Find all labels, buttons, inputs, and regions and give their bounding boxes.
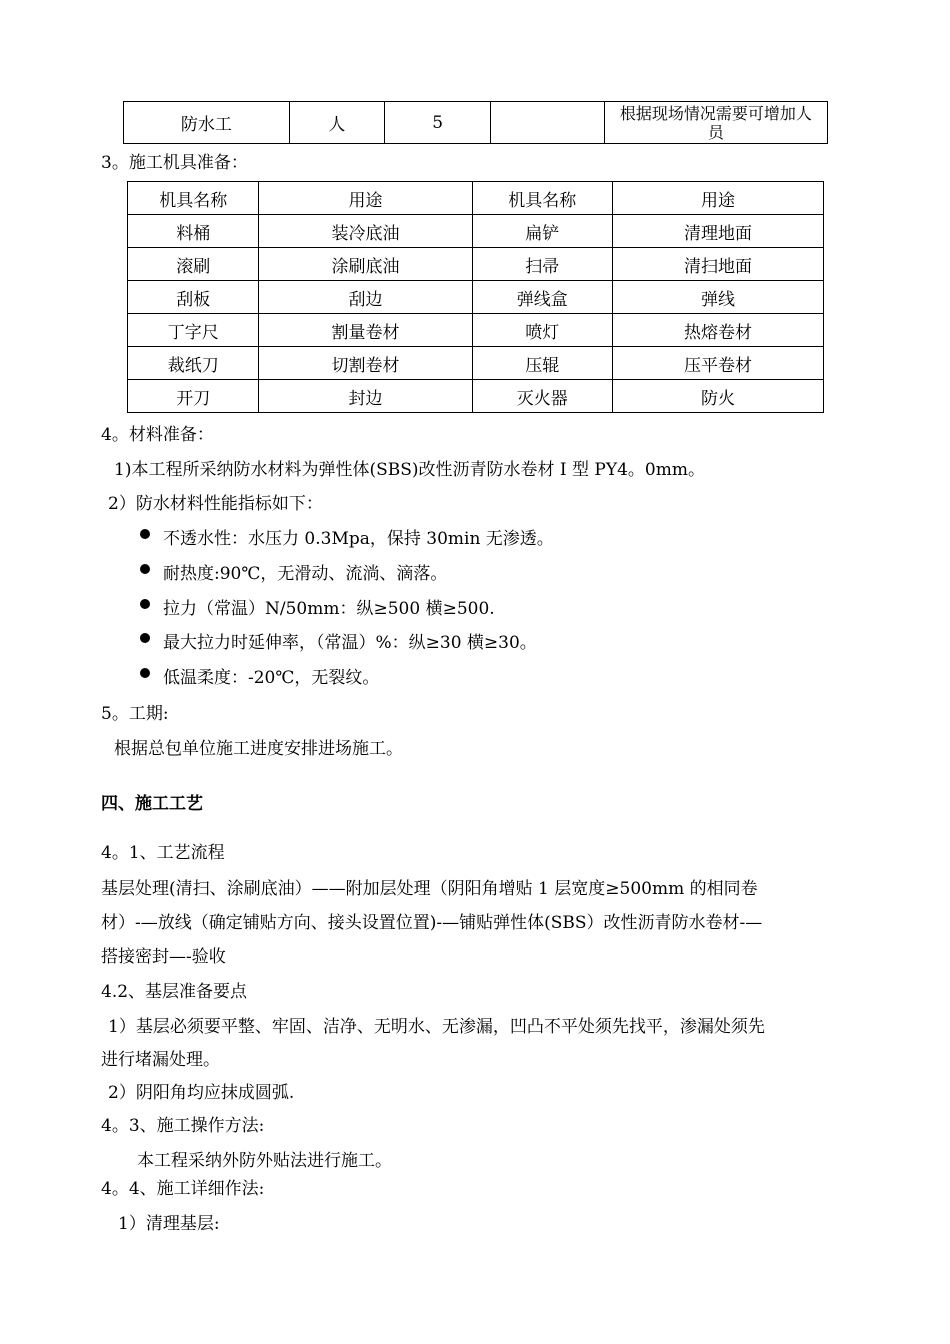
bullet-item: 不透水性：水压力 0.3Mpa，保持 30min 无渗透。 [163, 529, 554, 549]
bullet-icon [140, 564, 150, 574]
table-row [128, 380, 824, 413]
staff-table [123, 101, 828, 144]
table-header-row [128, 182, 824, 215]
table-cell: 清扫地面 [612, 248, 823, 281]
table-cell: 人 [289, 102, 384, 144]
table-cell: 防火 [612, 380, 823, 413]
bullet-icon [140, 529, 150, 539]
section-5-title: 5。工期: [101, 704, 169, 724]
bullet-icon [140, 633, 150, 643]
table-cell [491, 102, 604, 144]
table-cell: 滚刷 [128, 248, 259, 281]
requirement-line: 1）基层必须要平整、牢固、洁净、无明水、无渗漏，凹凸不平处须先找平，渗漏处须先 [108, 1017, 765, 1037]
material-indicators-intro: 2）防水材料性能指标如下： [108, 494, 323, 514]
requirement-line: 进行堵漏处理。 [101, 1050, 220, 1070]
table-cell: 扁铲 [472, 215, 612, 248]
subsection-title: 4.2、基层准备要点 [101, 982, 248, 1002]
table-cell: 5 [384, 102, 490, 144]
subsection-title: 4。4、施工详细作法: [101, 1179, 265, 1199]
requirement-line: 2）阴阳角均应抹成圆弧. [108, 1083, 295, 1103]
table-cell: 根据现场情况需要可增加人员 [604, 102, 827, 144]
column-header: 机具名称 [472, 182, 612, 215]
table-cell: 涂刷底油 [259, 248, 472, 281]
table-cell: 装冷底油 [259, 215, 472, 248]
table-row [124, 102, 828, 144]
table-cell: 扫帚 [472, 248, 612, 281]
column-header: 用途 [259, 182, 472, 215]
table-cell: 料桶 [128, 215, 259, 248]
table-cell: 丁字尺 [128, 314, 259, 347]
table-row [128, 347, 824, 380]
bullet-item: 耐热度:90℃，无滑动、流淌、滴落。 [163, 564, 448, 584]
table-cell: 刮板 [128, 281, 259, 314]
table-cell: 封边 [259, 380, 472, 413]
column-header: 机具名称 [128, 182, 259, 215]
subsection-title: 4。1、工艺流程 [101, 843, 225, 863]
table-cell: 喷灯 [472, 314, 612, 347]
bullet-icon [140, 668, 150, 678]
bullet-item: 最大拉力时延伸率，（常温）%：纵≥30 横≥30。 [163, 633, 537, 653]
column-header: 用途 [612, 182, 823, 215]
table-cell: 清理地面 [612, 215, 823, 248]
step-text: 1）清理基层: [118, 1214, 220, 1234]
table-row [128, 215, 824, 248]
table-cell: 开刀 [128, 380, 259, 413]
table-cell: 防水工 [124, 102, 290, 144]
material-paragraph: 1)本工程所采纳防水材料为弹性体(SBS)改性沥青防水卷材 I 型 PY4。0mm。 [114, 460, 705, 480]
table-cell: 裁纸刀 [128, 347, 259, 380]
table-cell: 刮边 [259, 281, 472, 314]
schedule-text: 根据总包单位施工进度安排进场施工。 [114, 739, 403, 759]
table-cell: 切割卷材 [259, 347, 472, 380]
table-row [128, 314, 824, 347]
method-text: 本工程采纳外防外贴法进行施工。 [137, 1151, 392, 1171]
tools-table [127, 181, 824, 413]
table-row [128, 281, 824, 314]
process-line: 搭接密封—-验收 [101, 947, 226, 967]
table-cell: 热熔卷材 [612, 314, 823, 347]
table-cell: 压辊 [472, 347, 612, 380]
subsection-title: 4。3、施工操作方法: [101, 1116, 265, 1136]
chapter-title: 四、施工工艺 [101, 794, 203, 814]
section-4-title: 4。材料准备： [101, 425, 214, 445]
section-3-title: 3。施工机具准备： [101, 153, 248, 173]
process-line: 基层处理(清扫、涂刷底油）——附加层处理（阴阳角增贴 1 层宽度≥500mm 的相同卷 [101, 879, 758, 899]
table-cell: 灭火器 [472, 380, 612, 413]
table-cell: 压平卷材 [612, 347, 823, 380]
table-row [128, 248, 824, 281]
table-cell: 弹线盒 [472, 281, 612, 314]
table-cell: 弹线 [612, 281, 823, 314]
bullet-icon [140, 599, 150, 609]
bullet-item: 拉力（常温）N/50mm：纵≥500 横≥500. [163, 599, 495, 619]
bullet-item: 低温柔度：-20℃，无裂纹。 [163, 668, 380, 688]
table-cell: 割量卷材 [259, 314, 472, 347]
process-line: 材）-—放线（确定铺贴方向、接头设置位置)-—铺贴弹性体(SBS）改性沥青防水卷材-— [101, 913, 763, 933]
